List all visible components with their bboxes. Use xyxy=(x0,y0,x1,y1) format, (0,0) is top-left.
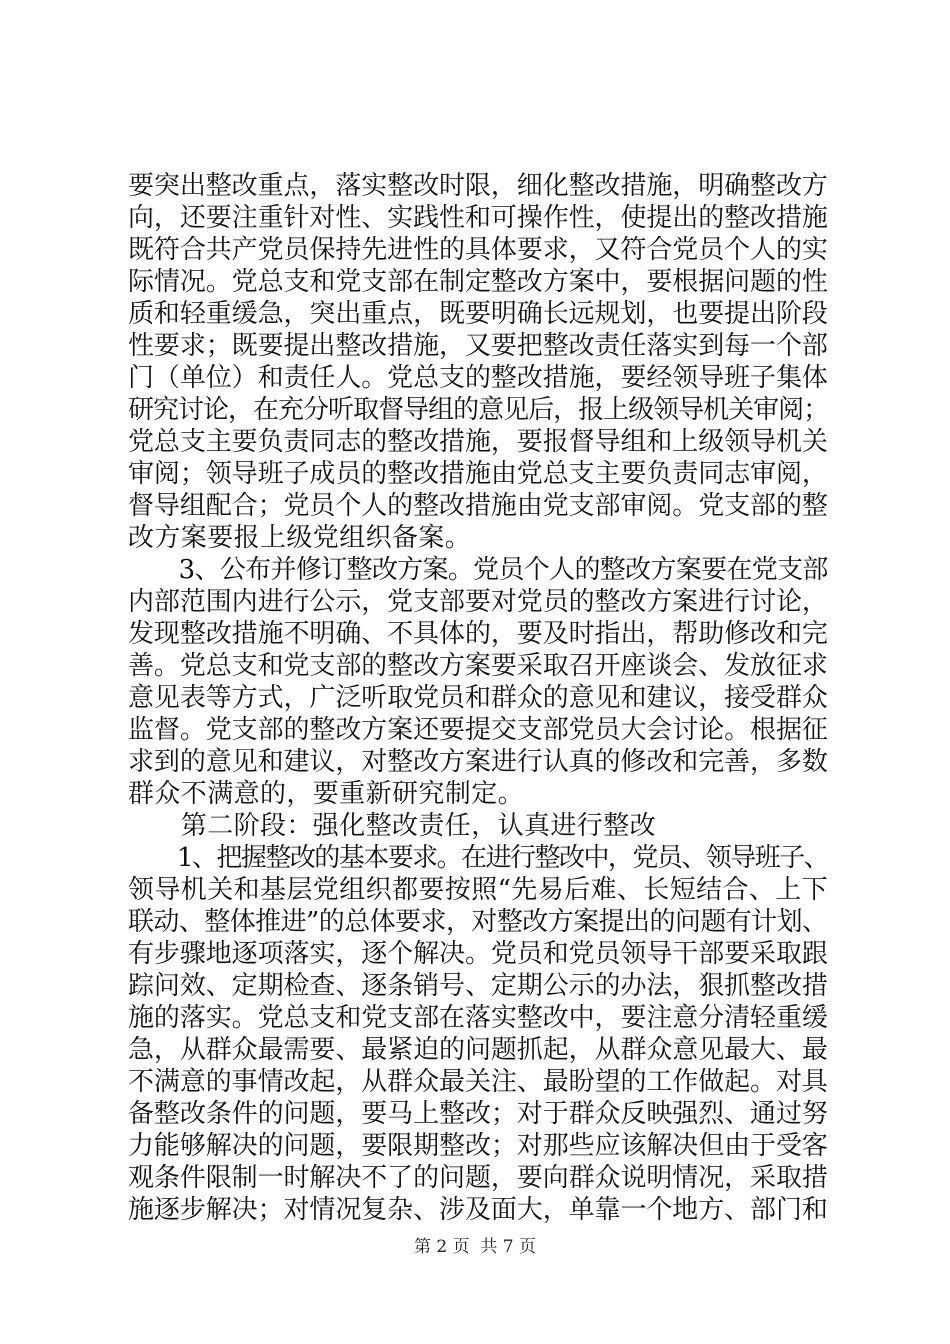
text-line: 联动、整体推进”的总体要求，对整改方案提出的问题有计划、 xyxy=(128,907,828,937)
text-line: 有步骤地逐项落实，逐个解决。党员和党员领导干部要采取跟 xyxy=(128,939,828,969)
text-line: 施的落实。党总支和党支部在落实整改中，要注意分清轻重缓 xyxy=(128,1003,828,1033)
text-line: 力能够解决的问题，要限期整改；对那些应该解决但由于受客 xyxy=(128,1131,828,1161)
text-line: 求到的意见和建议，对整改方案进行认真的修改和完善，多数 xyxy=(128,747,828,777)
text-line: 内部范围内进行公示，党支部要对党员的整改方案进行讨论， xyxy=(128,587,828,617)
text-line: 领导机关和基层党组织都要按照“先易后难、长短结合、上下 xyxy=(128,875,829,905)
text-line: 向，还要注重针对性、实践性和可操作性，使提出的整改措施 xyxy=(128,203,828,233)
text-line: 门（单位）和责任人。党总支的整改措施，要经领导班子集体 xyxy=(128,363,828,393)
text-line: 审阅；领导班子成员的整改措施由党总支主要负责同志审阅， xyxy=(128,459,828,489)
text-line: 既符合共产党员保持先进性的具体要求，又符合党员个人的实 xyxy=(128,235,828,265)
text-line: 质和轻重缓急，突出重点，既要明确长远规划，也要提出阶段 xyxy=(128,299,828,329)
text-line: 意见表等方式，广泛听取党员和群众的意见和建议，接受群众 xyxy=(128,683,828,713)
text-line: 际情况。党总支和党支部在制定整改方案中，要根据问题的性 xyxy=(128,267,828,297)
text-line: 党总支主要负责同志的整改措施，要报督导组和上级领导机关 xyxy=(128,427,828,457)
text-line: 发现整改措施不明确、不具体的，要及时指出，帮助修改和完 xyxy=(128,619,828,649)
text-line: 不满意的事情改起，从群众最关注、最盼望的工作做起。对具 xyxy=(128,1067,828,1097)
text-line: 观条件限制一时解决不了的问题，要向群众说明情况，采取措 xyxy=(128,1163,828,1193)
text-line: 3、公布并修订整改方案。党员个人的整改方案要在党支部 xyxy=(128,555,828,585)
page-footer: 第 2 页 共 7 页 xyxy=(413,1237,537,1257)
text-line: 监督。党支部的整改方案还要提交支部党员大会讨论。根据征 xyxy=(128,715,828,745)
document-body xyxy=(128,170,828,1226)
text-line: 善。党总支和党支部的整改方案要采取召开座谈会、发放征求 xyxy=(128,651,828,681)
text-line: 施逐步解决；对情况复杂、涉及面大，单靠一个地方、部门和 xyxy=(128,1195,828,1225)
text-line: 改方案要报上级党组织备案。 xyxy=(128,523,472,553)
text-line: 督导组配合；党员个人的整改措施由党支部审阅。党支部的整 xyxy=(128,491,828,521)
text-line: 踪问效、定期检查、逐条销号、定期公示的办法，狠抓整改措 xyxy=(128,971,828,1001)
text-line: 备整改条件的问题，要马上整改；对于群众反映强烈、通过努 xyxy=(128,1099,828,1129)
text-line: 性要求；既要提出整改措施，又要把整改责任落实到每一个部 xyxy=(128,331,828,361)
text-line: 1、把握整改的基本要求。在进行整改中，党员、领导班子、 xyxy=(128,843,829,873)
text-line: 急，从群众最需要、最紧迫的问题抓起，从群众意见最大、最 xyxy=(128,1035,828,1065)
text-line: 研究讨论，在充分听取督导组的意见后，报上级领导机关审阅； xyxy=(128,395,829,425)
text-line: 群众不满意的，要重新研究制定。 xyxy=(128,779,525,809)
text-line: 第二阶段：强化整改责任，认真进行整改 xyxy=(128,811,657,841)
text-line: 要突出整改重点，落实整改时限，细化整改措施，明确整改方 xyxy=(128,171,828,201)
